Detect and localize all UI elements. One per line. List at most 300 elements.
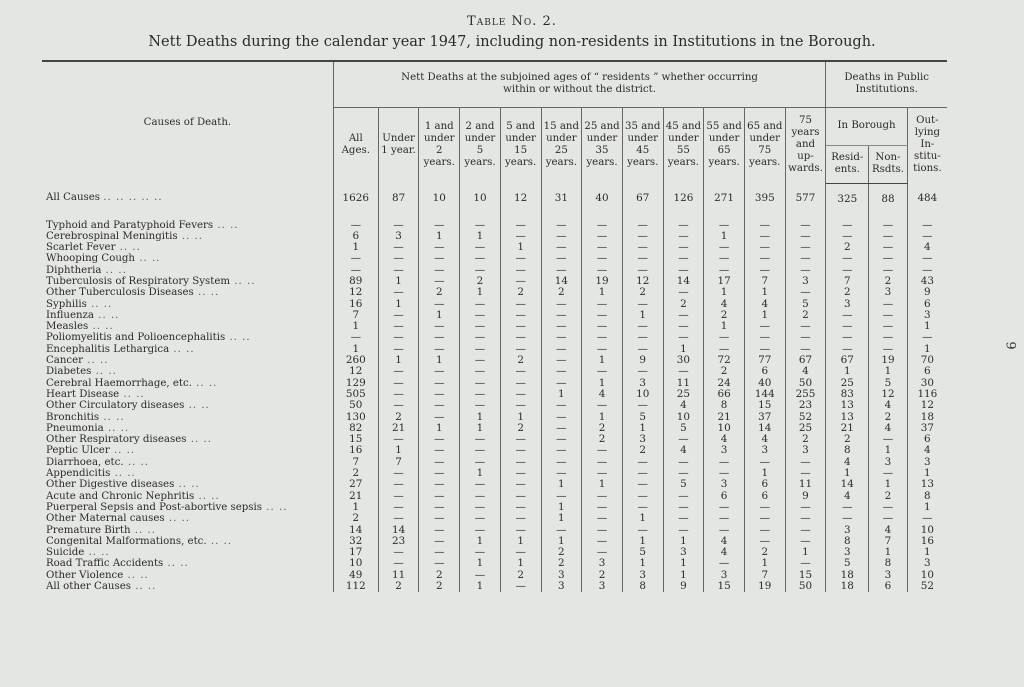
row-cause xyxy=(42,400,333,411)
table-cell: — xyxy=(704,242,745,253)
table-cell: 19 xyxy=(744,581,785,592)
table-cell: — xyxy=(582,547,623,558)
table-cell: — xyxy=(582,310,623,321)
table-cell: — xyxy=(378,332,419,343)
row-cause xyxy=(42,434,333,445)
row-cause-label: Acute and Chronic Nephritis xyxy=(46,490,195,502)
table-cell: 3 xyxy=(869,287,908,298)
table-cell: — xyxy=(460,479,501,490)
table-cell: 18 xyxy=(920,411,934,423)
table-row xyxy=(42,423,947,434)
table-cell: 1 xyxy=(582,378,623,389)
table-cell: 1 xyxy=(622,513,663,524)
table-cell: — xyxy=(541,457,582,468)
table-cell: — xyxy=(826,220,869,231)
table-cell: 1 xyxy=(622,558,663,569)
row-cause xyxy=(42,547,333,558)
table-cell: 14 xyxy=(663,276,704,287)
row-cause xyxy=(42,253,333,264)
table-cell: — xyxy=(541,253,582,264)
table-cell: 1 xyxy=(663,570,704,581)
table-cell: 1 xyxy=(744,558,785,569)
table-cell: 37 xyxy=(744,412,785,423)
table-cell: — xyxy=(378,513,419,524)
table-cell: 1 xyxy=(744,287,785,298)
table-row xyxy=(42,468,947,479)
table-cell: — xyxy=(663,253,704,264)
row-cause-label: Scarlet Fever xyxy=(46,242,116,254)
leader-dots: .. .. xyxy=(191,377,218,389)
table-cell: — xyxy=(744,321,785,332)
row-cause-label: Congenital Malformations, etc. xyxy=(46,535,207,547)
row-cause xyxy=(42,423,333,434)
table-cell: 1 xyxy=(744,468,785,479)
table-cell: 1 xyxy=(744,310,785,321)
table-row xyxy=(42,242,947,253)
row-cause xyxy=(42,445,333,456)
table-cell: — xyxy=(378,242,419,253)
table-cell: — xyxy=(663,220,704,231)
row-cause xyxy=(42,491,333,502)
table-cell: 67 xyxy=(826,355,869,366)
table-cell: 130 xyxy=(333,412,378,423)
table-cell: — xyxy=(744,220,785,231)
table-cell: — xyxy=(500,502,541,513)
table-cell: 1 xyxy=(582,412,623,423)
table-cell: 30 xyxy=(663,355,704,366)
table-cell: — xyxy=(541,491,582,502)
row-cause-label: Cancer xyxy=(46,355,84,367)
table-row xyxy=(42,321,947,332)
table-cell: — xyxy=(500,366,541,377)
row-cause xyxy=(42,457,333,468)
table-cell: 2 xyxy=(378,412,419,423)
table-row xyxy=(42,344,947,355)
table-cell: 6 xyxy=(744,479,785,490)
table-cell: — xyxy=(663,310,704,321)
col-45-55: 45 and under 55 years. xyxy=(663,107,704,183)
table-cell: — xyxy=(541,468,582,479)
table-cell: — xyxy=(582,242,623,253)
table-cell: — xyxy=(622,332,663,343)
table-cell: 1 xyxy=(924,547,931,559)
table-cell: — xyxy=(419,479,460,490)
table-cell: — xyxy=(460,547,501,558)
table-cell: 50 xyxy=(785,581,826,592)
table-cell: — xyxy=(333,220,378,231)
table-cell: — xyxy=(460,457,501,468)
table-cell: 9 xyxy=(663,581,704,592)
table-cell: — xyxy=(419,378,460,389)
table-cell: — xyxy=(869,253,908,264)
table-cell: — xyxy=(663,332,704,343)
table-cell: — xyxy=(826,231,869,242)
table-cell: — xyxy=(785,220,826,231)
table-cell: — xyxy=(378,220,419,231)
leader-dots: .. .. xyxy=(193,287,220,299)
table-cell: — xyxy=(622,400,663,411)
table-cell: — xyxy=(744,332,785,343)
table-cell: 25 xyxy=(663,389,704,400)
table-cell: 3 xyxy=(663,547,704,558)
table-cell: 52 xyxy=(920,581,934,592)
table-cell: — xyxy=(663,502,704,513)
row-cause-label: Influenza xyxy=(46,309,94,321)
table-cell: 30 xyxy=(920,377,934,389)
table-cell: 3 xyxy=(826,299,869,310)
table-cell: 1 xyxy=(460,423,501,434)
table-cell: 27 xyxy=(333,479,378,490)
table-cell: — xyxy=(582,525,623,536)
table-cell: 18 xyxy=(826,570,869,581)
table-cell: — xyxy=(541,344,582,355)
col-residents: Resid-ents. xyxy=(826,145,869,183)
row-cause-label: Tuberculosis of Respiratory System xyxy=(46,275,231,287)
table-cell: — xyxy=(378,491,419,502)
table-cell: 1 xyxy=(378,355,419,366)
table-cell: 16 xyxy=(920,535,934,547)
table-cell: — xyxy=(785,287,826,298)
table-cell: — xyxy=(704,525,745,536)
table-cell: — xyxy=(500,231,541,242)
table-cell: 2 xyxy=(785,310,826,321)
table-cell: — xyxy=(922,513,933,525)
table-cell: 5 xyxy=(622,547,663,558)
row-cause-label: Other Respiratory diseases xyxy=(46,434,187,446)
table-cell: — xyxy=(541,366,582,377)
table-cell: 8 xyxy=(826,536,869,547)
table-cell: 25 xyxy=(785,423,826,434)
table-cell: — xyxy=(419,457,460,468)
table-cell: 23 xyxy=(785,400,826,411)
table-cell: — xyxy=(869,299,908,310)
table-cell: — xyxy=(500,253,541,264)
table-cell: — xyxy=(419,265,460,276)
table-cell: 49 xyxy=(333,570,378,581)
table-cell: 7 xyxy=(378,457,419,468)
table-cell: 9 xyxy=(622,355,663,366)
table-cell: 25 xyxy=(826,378,869,389)
table-cell: — xyxy=(500,265,541,276)
col-non-residents: Non-Rsdts. xyxy=(869,145,908,183)
table-cell: — xyxy=(922,230,933,242)
table-cell: — xyxy=(541,400,582,411)
table-cell: — xyxy=(622,366,663,377)
leader-dots: .. .. xyxy=(213,219,239,231)
leader-dots: .. .. xyxy=(134,253,161,265)
table-cell: 15 xyxy=(704,581,745,592)
row-cause xyxy=(42,536,333,547)
leader-dots: .. .. xyxy=(109,445,136,457)
leader-dots: .. .. xyxy=(83,355,109,367)
table-cell: — xyxy=(869,310,908,321)
table-cell: — xyxy=(622,321,663,332)
table-cell: 3 xyxy=(622,378,663,389)
table-cell: — xyxy=(500,491,541,502)
table-cell: 12 xyxy=(622,276,663,287)
table-cell: — xyxy=(419,445,460,456)
table-cell: 2 xyxy=(869,412,908,423)
table-row xyxy=(42,491,947,502)
table-cell: 505 xyxy=(333,389,378,400)
table-cell: 50 xyxy=(785,378,826,389)
row-cause xyxy=(42,276,333,287)
leader-dots: .. .. xyxy=(88,321,114,333)
table-cell: — xyxy=(704,265,745,276)
table-cell: — xyxy=(460,253,501,264)
table-cell: — xyxy=(785,457,826,468)
table-cell: — xyxy=(582,321,623,332)
table-cell: — xyxy=(582,265,623,276)
table-cell: — xyxy=(541,525,582,536)
table-cell: 2 xyxy=(419,581,460,592)
table-cell: — xyxy=(922,332,933,344)
table-cell: — xyxy=(500,310,541,321)
col-all-ages: All Ages. xyxy=(333,107,378,183)
table-cell: — xyxy=(869,502,908,513)
leader-dots: .. .. xyxy=(119,388,145,400)
table-cell: 7 xyxy=(333,310,378,321)
table-cell: — xyxy=(582,468,623,479)
table-cell: 8 xyxy=(704,400,745,411)
table-cell: — xyxy=(419,276,460,287)
table-cell: — xyxy=(704,344,745,355)
table-cell: 484 xyxy=(917,192,938,205)
table-cell: 10 xyxy=(460,183,501,214)
table-cell: 10 xyxy=(920,524,934,536)
table-cell: 5 xyxy=(869,378,908,389)
table-cell: 4 xyxy=(663,445,704,456)
row-cause xyxy=(42,513,333,524)
table-cell: — xyxy=(785,344,826,355)
table-cell: — xyxy=(869,468,908,479)
table-cell: — xyxy=(541,220,582,231)
row-cause xyxy=(42,558,333,569)
table-cell: — xyxy=(460,513,501,524)
table-cell: 1 xyxy=(622,536,663,547)
table-cell: — xyxy=(785,265,826,276)
leader-dots: .. .. xyxy=(169,343,195,355)
table-cell: — xyxy=(785,513,826,524)
row-cause xyxy=(42,412,333,423)
table-cell: — xyxy=(333,332,378,343)
table-cell: — xyxy=(500,513,541,524)
row-cause-label: All other Causes xyxy=(46,581,131,592)
table-cell: — xyxy=(744,344,785,355)
table-cell: — xyxy=(419,299,460,310)
row-cause xyxy=(42,378,333,389)
row-cause-label: Syphilis xyxy=(46,298,87,310)
table-cell: 16 xyxy=(333,299,378,310)
table-cell: — xyxy=(378,287,419,298)
table-cell: 1 xyxy=(419,355,460,366)
leader-dots: .. .. xyxy=(84,547,110,559)
table-cell: 2 xyxy=(500,355,541,366)
table-cell: — xyxy=(419,468,460,479)
table-cell: 17 xyxy=(704,276,745,287)
table-cell: 40 xyxy=(582,183,623,214)
table-cell: 12 xyxy=(920,400,934,412)
table-cell: — xyxy=(869,242,908,253)
table-row xyxy=(42,457,947,468)
leader-dots: .. .. xyxy=(99,411,125,423)
table-cell: 1 xyxy=(460,412,501,423)
table-cell: — xyxy=(419,321,460,332)
table-cell: 14 xyxy=(378,525,419,536)
row-cause xyxy=(42,479,333,490)
table-cell: — xyxy=(460,378,501,389)
table-cell: — xyxy=(378,265,419,276)
table-cell: — xyxy=(460,502,501,513)
table-cell: — xyxy=(622,299,663,310)
table-cell: — xyxy=(663,513,704,524)
col-under-1: Under 1 year. xyxy=(378,107,419,183)
table-cell: — xyxy=(744,513,785,524)
table-cell: 4 xyxy=(704,536,745,547)
table-cell: — xyxy=(704,457,745,468)
table-cell: — xyxy=(622,502,663,513)
table-cell: 12 xyxy=(333,287,378,298)
table-cell: 7 xyxy=(826,276,869,287)
table-cell: 4 xyxy=(582,389,623,400)
table-cell: 4 xyxy=(924,242,931,254)
table-cell: — xyxy=(826,513,869,524)
row-cause-label: Other Tuberculosis Diseases xyxy=(46,287,194,299)
table-cell: 6 xyxy=(924,298,931,310)
table-cell: — xyxy=(869,434,908,445)
row-cause xyxy=(42,321,333,332)
row-cause-label: Suicide xyxy=(46,547,85,559)
table-cell: 1 xyxy=(333,321,378,332)
leader-dots: .. .. xyxy=(91,366,117,378)
table-cell: — xyxy=(744,253,785,264)
table-cell: 1 xyxy=(500,536,541,547)
table-cell: 260 xyxy=(333,355,378,366)
table-cell: 2 xyxy=(582,423,623,434)
table-cell: 2 xyxy=(541,547,582,558)
table-cell: — xyxy=(378,547,419,558)
table-cell: — xyxy=(460,434,501,445)
table-cell: 21 xyxy=(826,423,869,434)
col-65-75: 65 and under 75 years. xyxy=(744,107,785,183)
table-cell: — xyxy=(582,502,623,513)
table-cell: — xyxy=(663,231,704,242)
table-cell: — xyxy=(826,344,869,355)
row-cause xyxy=(42,299,333,310)
table-cell: 3 xyxy=(826,525,869,536)
table-cell: 2 xyxy=(663,299,704,310)
table-row xyxy=(42,502,947,513)
causes-header: Causes of Death. xyxy=(42,61,333,183)
table-cell: — xyxy=(622,253,663,264)
row-cause xyxy=(42,389,333,400)
table-cell: — xyxy=(785,502,826,513)
table-cell: — xyxy=(500,547,541,558)
table-cell: 31 xyxy=(541,183,582,214)
table-cell: — xyxy=(378,389,419,400)
table-cell: — xyxy=(785,321,826,332)
table-cell: — xyxy=(500,479,541,490)
table-cell: 1 xyxy=(378,445,419,456)
leader-dots: .. .. xyxy=(186,434,212,446)
table-cell: 21 xyxy=(378,423,419,434)
table-cell: 1 xyxy=(663,536,704,547)
table-cell: — xyxy=(704,468,745,479)
table-cell: 1 xyxy=(869,366,908,377)
table-cell: — xyxy=(460,344,501,355)
table-cell: 1 xyxy=(582,355,623,366)
table-cell: 12 xyxy=(333,366,378,377)
leader-dots: .. .. xyxy=(184,400,210,412)
table-cell: — xyxy=(419,366,460,377)
table-cell: 4 xyxy=(704,547,745,558)
leader-dots: .. .. xyxy=(194,490,220,502)
table-cell: 325 xyxy=(826,183,869,214)
table-cell: 87 xyxy=(378,183,419,214)
table-cell: 13 xyxy=(920,479,934,491)
row-cause-label: Pneumonia xyxy=(46,422,104,434)
table-cell: 1 xyxy=(460,287,501,298)
table-cell: — xyxy=(378,321,419,332)
table-cell: — xyxy=(500,525,541,536)
table-cell: — xyxy=(541,310,582,321)
table-cell: 2 xyxy=(826,287,869,298)
row-cause-label: Cerebrospinal Meningitis xyxy=(46,230,178,242)
leader-dots: .. .. xyxy=(206,535,233,547)
table-cell: — xyxy=(744,242,785,253)
table-cell: 4 xyxy=(869,525,908,536)
table-cell: — xyxy=(826,321,869,332)
table-cell: — xyxy=(663,321,704,332)
table-row xyxy=(42,332,947,343)
table-cell: — xyxy=(419,253,460,264)
table-row xyxy=(42,581,947,592)
row-cause-label: Appendicitis xyxy=(46,468,111,480)
row-cause xyxy=(42,581,333,592)
table-cell: — xyxy=(460,355,501,366)
col-2-5: 2 and under 5 years. xyxy=(460,107,501,183)
table-cell: — xyxy=(922,253,933,265)
table-cell: 11 xyxy=(663,378,704,389)
table-cell: — xyxy=(869,513,908,524)
table-cell: — xyxy=(663,434,704,445)
table-cell: 2 xyxy=(460,276,501,287)
table-cell: — xyxy=(622,491,663,502)
table-cell: 1 xyxy=(704,321,745,332)
table-cell: — xyxy=(582,220,623,231)
table-cell: — xyxy=(582,491,623,502)
table-cell: 4 xyxy=(785,366,826,377)
table-cell: — xyxy=(663,525,704,536)
table-cell: 5 xyxy=(663,479,704,490)
table-cell: — xyxy=(460,366,501,377)
table-cell: — xyxy=(582,457,623,468)
table-cell: 395 xyxy=(744,183,785,214)
table-cell: — xyxy=(785,536,826,547)
table-cell: 7 xyxy=(869,536,908,547)
table-cell: 4 xyxy=(663,400,704,411)
table-cell: 1 xyxy=(333,502,378,513)
table-cell: — xyxy=(378,400,419,411)
table-cell: — xyxy=(460,525,501,536)
leader-dots: .. .. xyxy=(110,468,136,480)
table-cell: 11 xyxy=(378,570,419,581)
table-cell: 52 xyxy=(785,412,826,423)
table-row xyxy=(42,287,947,298)
table-cell: — xyxy=(785,231,826,242)
table-cell: — xyxy=(419,525,460,536)
table-cell: 6 xyxy=(924,366,931,378)
